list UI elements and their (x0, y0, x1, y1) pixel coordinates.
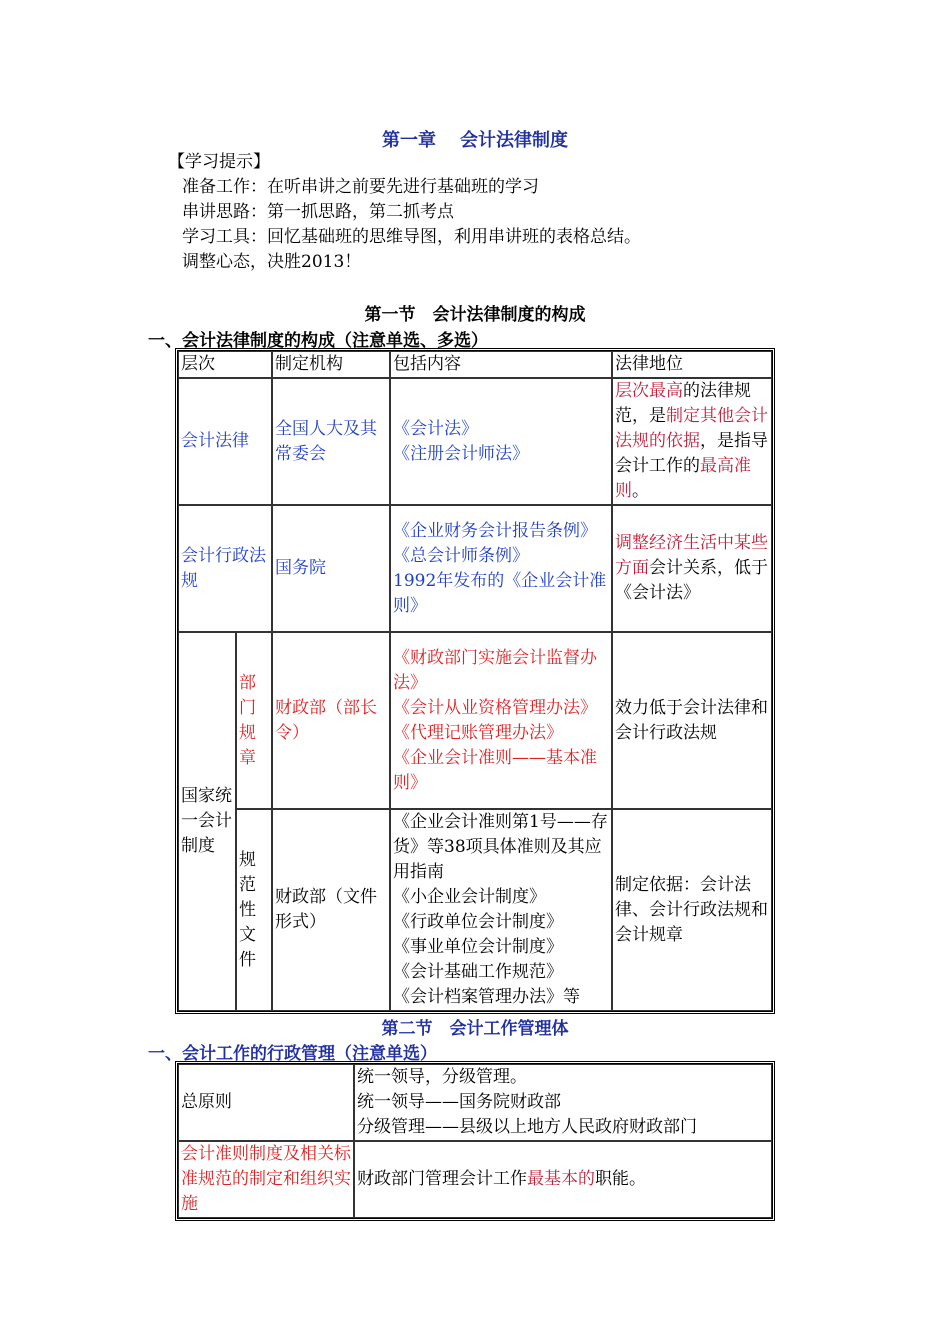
status-fragment: 制定其他会计法规的依据 (615, 406, 768, 451)
level-accounting-law: 会计法律 (178, 378, 272, 505)
content-laws (390, 378, 612, 505)
level-admin-regulation: 会计行政法规 (178, 505, 272, 632)
section-1-title: 第一节 会计法律制度的构成 (364, 305, 586, 325)
content-item: 《财政部门实施会计监督办法》 (393, 647, 597, 693)
status-fragment: ，是指导会计工作的 (615, 431, 768, 476)
section-1-subtitle: 一、会计法律制度的构成（注意单选、多选） (148, 331, 488, 351)
principle-content (354, 1064, 772, 1141)
level-national-system: 国家统一会计制度 (178, 632, 236, 1011)
content-item: 《企业会计准则第1号——存货》等38项具体准则及其应用指南 (393, 812, 608, 882)
content-item: 《企业会计准则——基本准则》 (393, 747, 597, 793)
principle-line: 分级管理——县级以上地方人民政府财政部门 (357, 1117, 697, 1137)
chapter-title (0, 126, 950, 152)
content-item: 《行政单位会计制度》 (393, 912, 563, 932)
admin-management-table (175, 1061, 775, 1221)
chapter-number: 第一章 (382, 130, 436, 151)
sub-normative-docs: 规范性文件 (236, 809, 272, 1011)
tips-heading: 【学习提示】 (168, 152, 270, 172)
header-level: 层次 (178, 351, 272, 378)
standards-content (354, 1141, 772, 1218)
content-item: 《会计从业资格管理办法》 (393, 697, 597, 718)
status-fragment: 。 (632, 481, 649, 501)
content-dept-rules (390, 632, 612, 809)
content-item: 《事业单位会计制度》 (393, 937, 563, 957)
header-org: 制定机构 (272, 351, 390, 378)
content-item: 1992年发布的《企业会计准则》 (393, 570, 607, 616)
status-accounting-law (612, 378, 772, 505)
section-2-title: 第二节 会计工作管理体 (381, 1019, 569, 1039)
text-fragment: 财政部门管理会计工作 (357, 1169, 527, 1189)
sub-dept-rules: 部门规章 (236, 632, 272, 809)
content-item: 《注册会计师法》 (393, 443, 529, 464)
content-normative-docs (390, 809, 612, 1011)
status-fragment: 会计关系，低于《会计法》 (615, 558, 768, 603)
status-fragment: 最高准则 (615, 456, 751, 501)
org-mof-docs: 财政部（文件形式） (272, 809, 390, 1011)
content-item: 《会计基础工作规范》 (393, 962, 563, 982)
content-regulations (390, 505, 612, 632)
text-fragment: 职能。 (595, 1169, 646, 1189)
org-state-council: 国务院 (272, 505, 390, 632)
content-item: 《小企业会计制度》 (393, 887, 546, 907)
principle-label: 总原则 (178, 1064, 354, 1141)
org-mof-order: 财政部（部长令） (272, 632, 390, 809)
status-fragment: 层次最高 (615, 381, 683, 401)
standards-label: 会计准则制度及相关标准规范的制定和组织实施 (178, 1141, 354, 1218)
content-item: 《会计法》 (393, 418, 478, 439)
tips-line: 学习工具：回忆基础班的思维导图，利用串讲班的表格总结。 (182, 227, 641, 247)
principle-line: 统一领导——国务院财政部 (357, 1092, 561, 1112)
status-fragment: 的法律规范，是 (615, 381, 751, 426)
accounting-law-table (175, 348, 775, 1014)
org-npc: 全国人大及其常委会 (272, 378, 390, 505)
principle-line: 统一领导，分级管理。 (357, 1067, 527, 1087)
content-item: 《会计档案管理办法》等 (393, 987, 580, 1007)
header-content: 包括内容 (390, 351, 612, 378)
status-admin-regulation (612, 505, 772, 632)
chapter-name: 会计法律制度 (460, 130, 568, 151)
status-fragment: 调整经济生活中某些方面 (615, 533, 768, 578)
study-tips (168, 150, 641, 275)
tips-line: 串讲思路：第一抓思路，第二抓考点 (182, 202, 454, 222)
text-fragment: 最基本的 (527, 1169, 595, 1189)
tips-line: 准备工作：在听串讲之前要先进行基础班的学习 (182, 177, 539, 197)
content-item: 《代理记账管理办法》 (393, 722, 563, 743)
status-normative-docs: 制定依据：会计法律、会计行政法规和会计规章 (612, 809, 772, 1011)
content-item: 《企业财务会计报告条例》 (393, 520, 597, 541)
section-2-subtitle: 一、会计工作的行政管理（注意单选） (148, 1044, 437, 1064)
tips-line: 调整心态，决胜2013！ (182, 252, 362, 272)
content-item: 《总会计师条例》 (393, 545, 529, 566)
status-dept-rules: 效力低于会计法律和会计行政法规 (612, 632, 772, 809)
header-status: 法律地位 (612, 351, 772, 378)
